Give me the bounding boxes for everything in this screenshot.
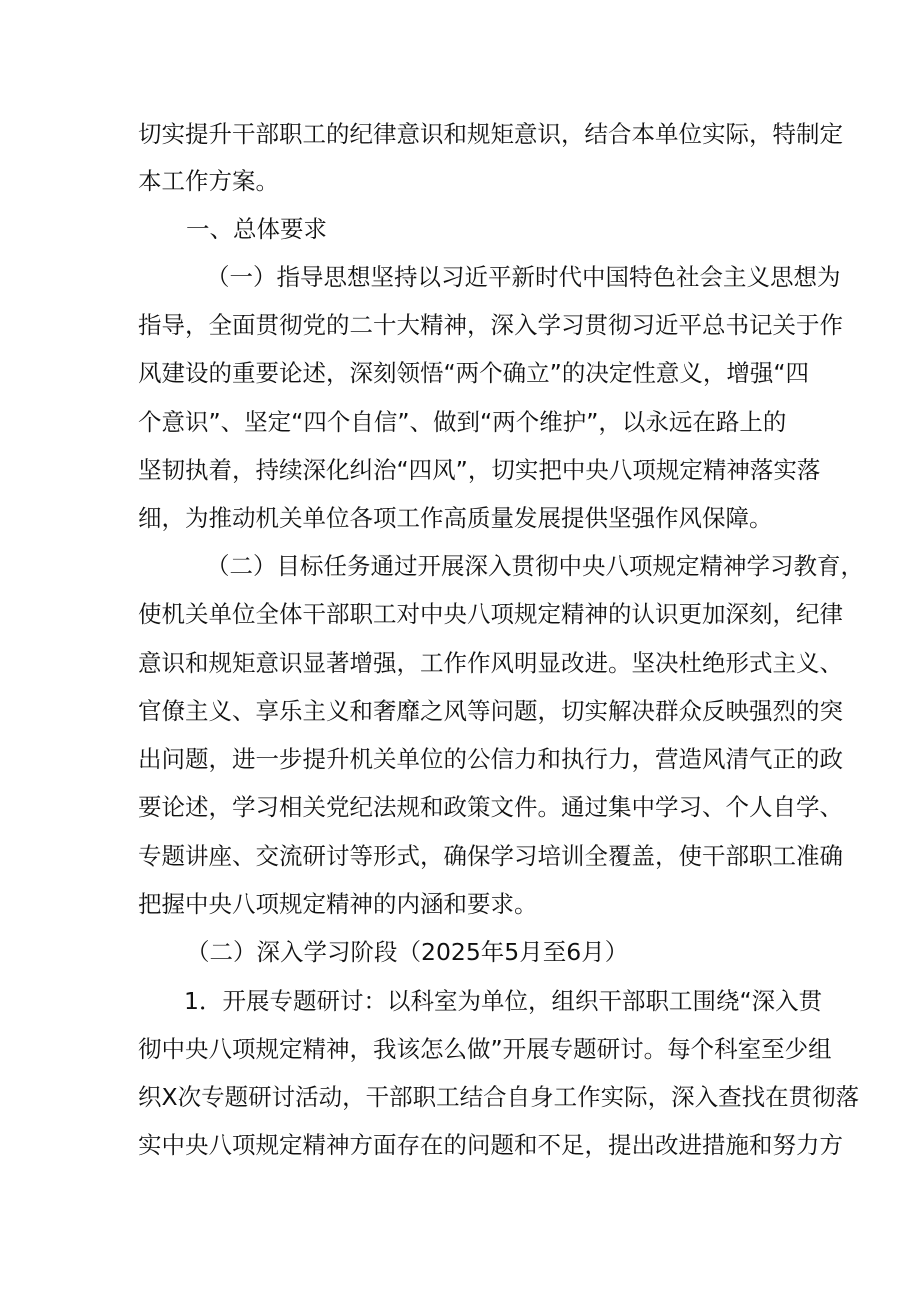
paragraph-1-line-1: 切实提升干部职工的纪律意识和规矩意识，结合本单位实际，特制定 <box>138 120 843 148</box>
paragraph-1-line-2: 本工作方案。 <box>138 167 279 195</box>
paragraph-3-line-5: 出问题，进一步提升机关单位的公信力和执行力，营造风清气正的政 <box>138 745 843 773</box>
paragraph-3-line-6: 要论述，学习相关党纪法规和政策文件。通过集中学习、个人自学、 <box>138 793 843 821</box>
paragraph-4-line-2: 彻中央八项规定精神，我该怎么做”开展专题研讨。每个科室至少组 <box>138 1035 832 1063</box>
paragraph-2-line-5: 坚韧执着，持续深化纠治“四风”，切实把中央八项规定精神落实落 <box>138 456 821 484</box>
paragraph-2-line-6: 细，为推动机关单位各项工作高质量发展提供坚强作风保障。 <box>138 504 773 532</box>
paragraph-2-line-2: 指导，全面贯彻党的二十大精神，深入学习贯彻习近平总书记关于作 <box>138 311 843 339</box>
paragraph-4-line-4: 实中央八项规定精神方面存在的问题和不足，提出改进措施和努力方 <box>138 1131 843 1159</box>
paragraph-2-line-1: （一）指导思想坚持以习近平新时代中国特色社会主义思想为 <box>206 263 841 291</box>
paragraph-3-line-8: 把握中央八项规定精神的内涵和要求。 <box>138 890 538 918</box>
paragraph-3-line-4: 官僚主义、享乐主义和奢靡之风等问题，切实解决群众反映强烈的突 <box>138 697 843 725</box>
paragraph-4-line-1: 1．开展专题研讨：以科室为单位，组织干部职工围绕“深入贯 <box>184 987 823 1015</box>
paragraph-3-line-1: （二）目标任务通过开展深入贯彻中央八项规定精神学习教育， <box>206 552 864 580</box>
section-heading-deep-study-stage: （二）深入学习阶段（2025年5月至6月） <box>186 938 629 966</box>
paragraph-3-line-7: 专题讲座、交流研讨等形式，确保学习培训全覆盖，使干部职工准确 <box>138 842 843 870</box>
paragraph-2-line-4: 个意识”、坚定“四个自信”、做到“两个维护”，以永远在路上的 <box>138 408 787 436</box>
paragraph-2-line-3: 风建设的重要论述，深刻领悟“两个确立”的决定性意义，增强“四 <box>138 359 810 387</box>
paragraph-4-line-3: 织X次专题研讨活动，干部职工结合自身工作实际，深入查找在贯彻落 <box>138 1083 860 1111</box>
section-heading-overall-requirements: 一、总体要求 <box>186 215 327 243</box>
paragraph-3-line-2: 使机关单位全体干部职工对中央八项规定精神的认识更加深刻，纪律 <box>138 600 843 628</box>
paragraph-3-line-3: 意识和规矩意识显著增强，工作作风明显改进。坚决杜绝形式主义、 <box>138 649 843 677</box>
